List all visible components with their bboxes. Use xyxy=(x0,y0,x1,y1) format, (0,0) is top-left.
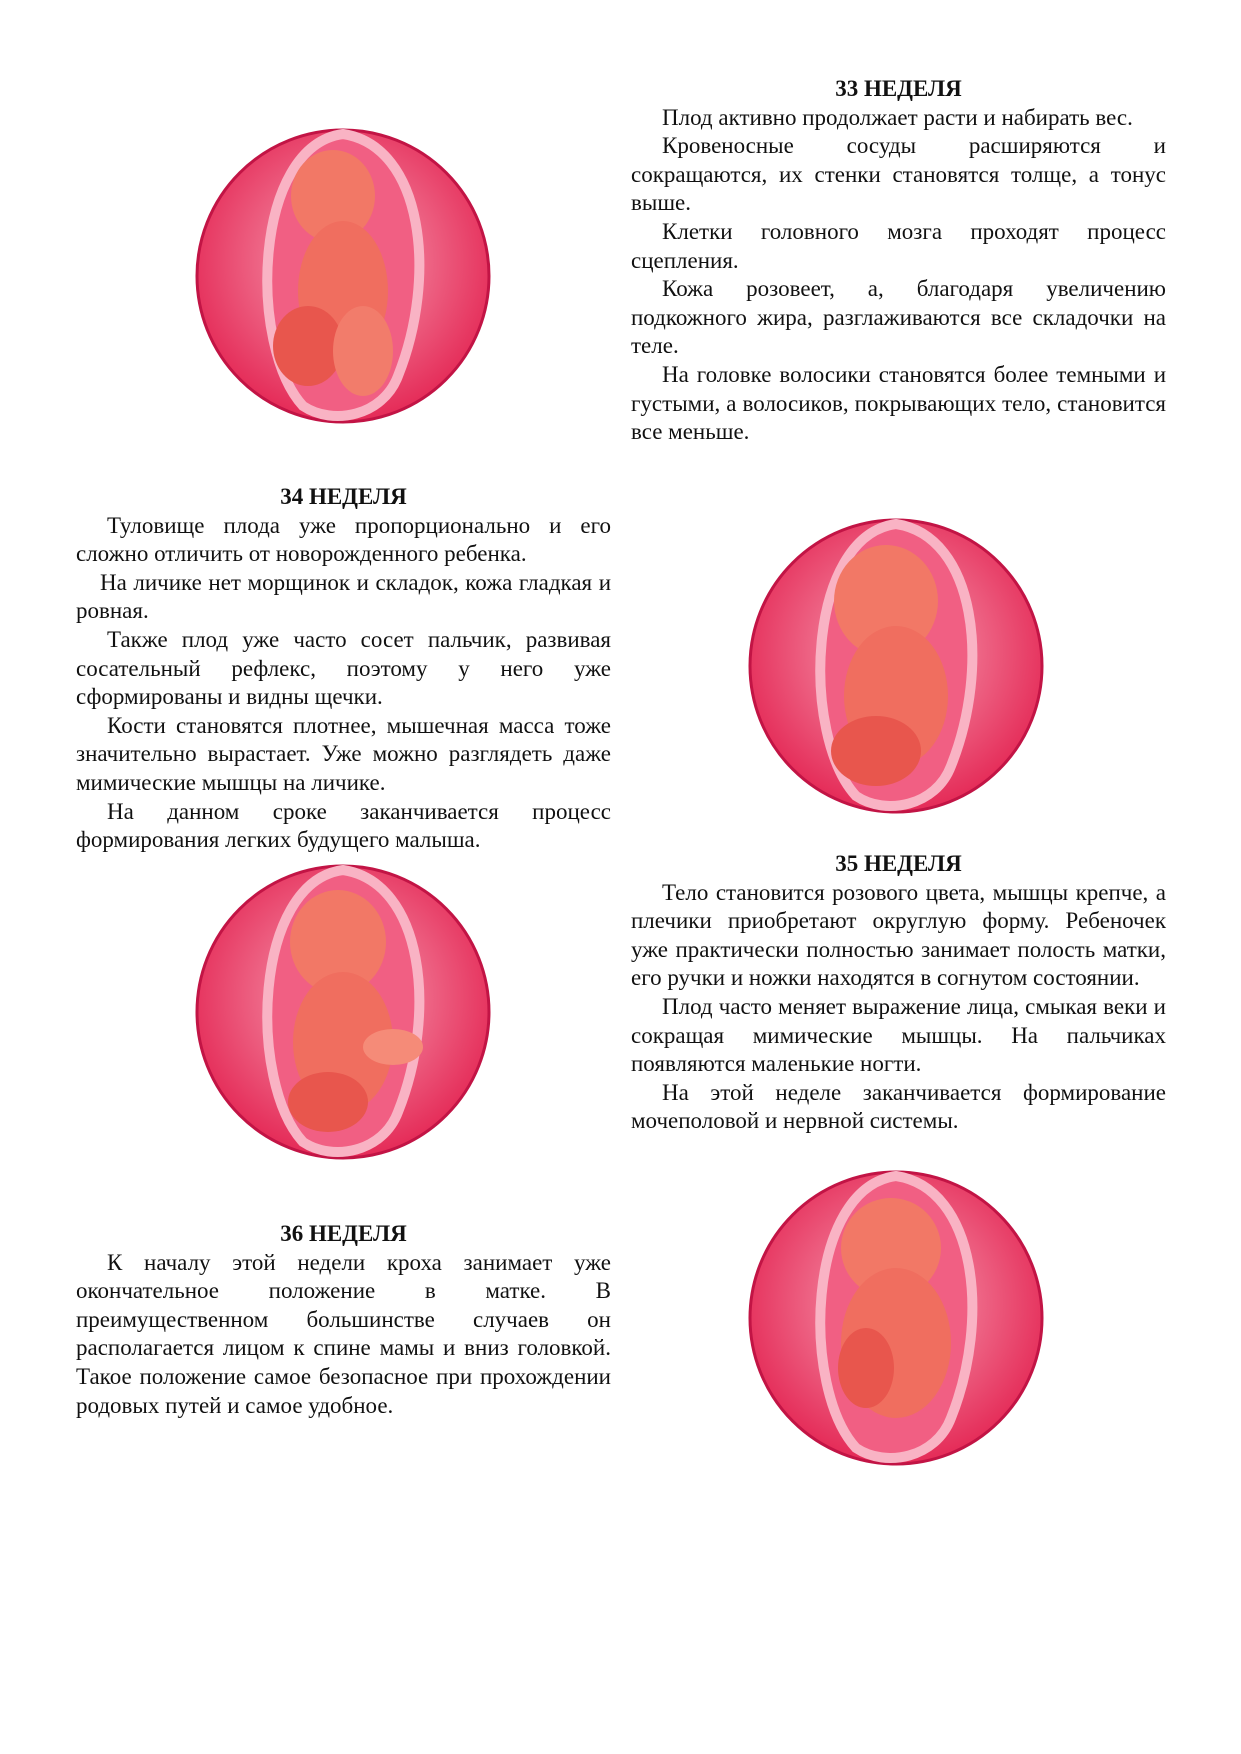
paragraph: Плод часто меняет выражение лица, смыкая веки и сокращая мимические мышцы. На пальчиках появляются маленькие ногти. xyxy=(631,993,1166,1077)
paragraph: Клетки головного мозга проходят процесс сцепления. xyxy=(631,218,1166,273)
section-33-week xyxy=(631,75,1166,447)
fetus-35-icon xyxy=(193,862,493,1162)
paragraph: Туловище плода уже пропорционально и его сложно отличить от новорожденного ребенка. xyxy=(76,512,611,567)
paragraph: Кости становятся плотнее, мышечная масса тоже значительно вырастает. Уже можно разглядеть даже мимические мышцы на личике. xyxy=(76,712,611,795)
paragraph: На данном сроке заканчивается процесс формирования легких будущего малыша. xyxy=(76,798,611,853)
paragraph: Кожа розовеет, а, благодаря увеличению подкожного жира, разглаживаются все складочки на теле. xyxy=(631,276,1166,359)
section-36-week xyxy=(76,1220,611,1420)
paragraph: Кровеносные сосуды расширяются и сокращаются, их стенки становятся толще, а тонус выше. xyxy=(631,133,1166,216)
section-heading: 35 НЕДЕЛЯ xyxy=(835,851,962,876)
fetus-illustration-33 xyxy=(746,516,1046,816)
paragraph: На личике нет морщинок и складок, кожа гладкая и ровная. xyxy=(76,569,611,624)
fetus-36-icon xyxy=(746,1168,1046,1468)
fetus-illustration-34 xyxy=(193,126,493,426)
paragraph: К началу этой недели кроха занимает уже окончательное положение в матке. В преимущественном большинстве случаев он располагается лицом к спине мамы и вниз головкой. Такое положение самое безопасное при прохождении родовых путей и самое удобное. xyxy=(76,1249,611,1418)
fetus-illustration-35 xyxy=(193,862,493,1162)
paragraph: Плод активно продолжает расти и набирать вес. xyxy=(662,104,1133,130)
section-heading: 33 НЕДЕЛЯ xyxy=(835,76,962,101)
paragraph: Также плод уже часто сосет пальчик, развивая сосательный рефлекс, поэтому у него уже сформированы и видны щечки. xyxy=(76,626,611,710)
section-34-week xyxy=(76,483,611,855)
paragraph: На головке волосики становятся более темными и густыми, а волосиков, покрывающих тело, становится все меньше. xyxy=(631,361,1166,445)
fetus-34-icon xyxy=(193,126,493,426)
paragraph: Тело становится розового цвета, мышцы крепче, а плечики приобретают округлую форму. Ребеночек уже практически полностью занимает полость матки, его ручки и ножки находятся в согнутом состоянии. xyxy=(631,879,1166,991)
paragraph: На этой неделе заканчивается формирование мочеполовой и нервной системы. xyxy=(631,1079,1166,1134)
fetus-illustration-36 xyxy=(746,1168,1046,1468)
fetus-33-icon xyxy=(746,516,1046,816)
section-heading: 36 НЕДЕЛЯ xyxy=(280,1221,407,1246)
section-heading: 34 НЕДЕЛЯ xyxy=(280,484,407,509)
section-35-week xyxy=(631,850,1166,1136)
